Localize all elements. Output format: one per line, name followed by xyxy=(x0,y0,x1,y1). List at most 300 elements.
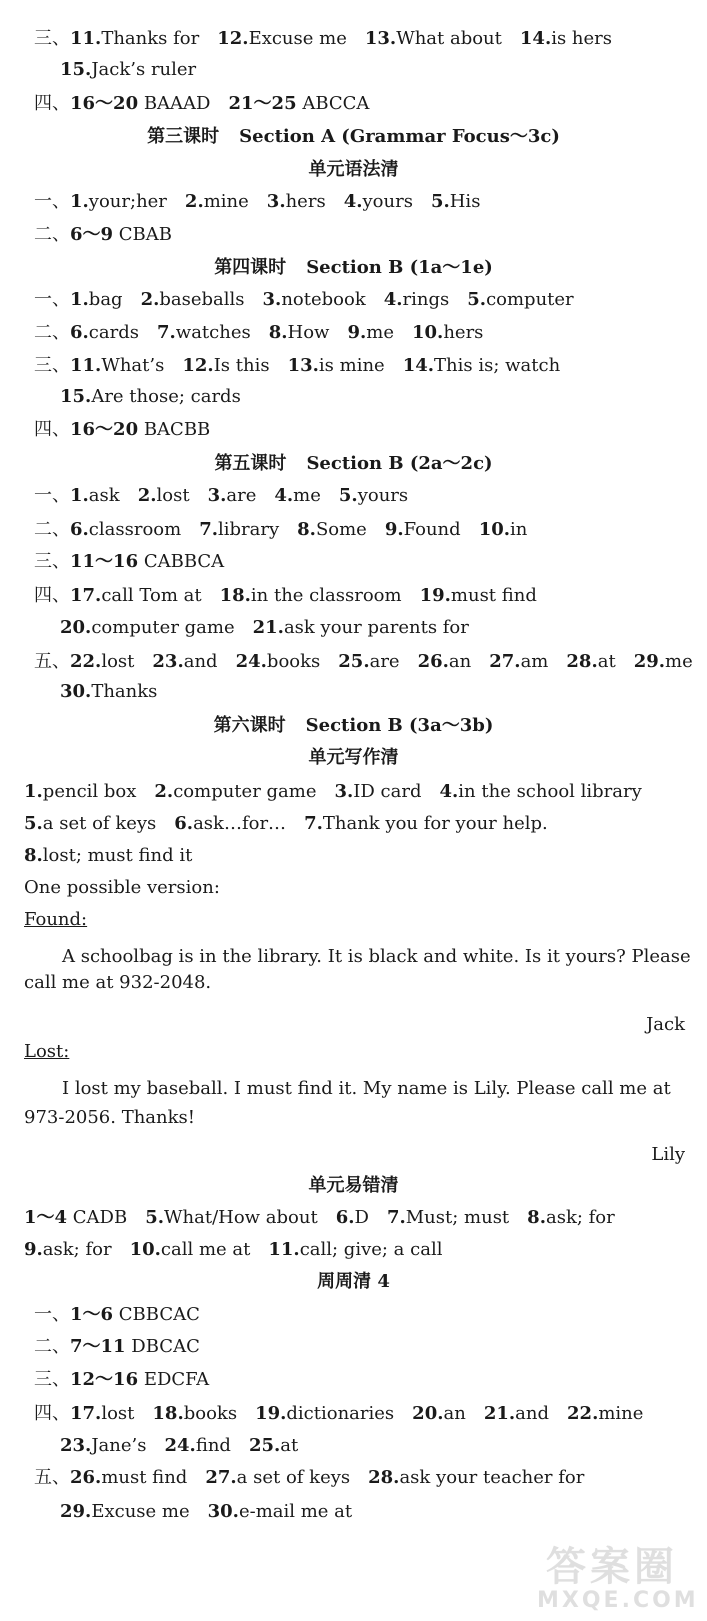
text-line: I lost my baseball. I must find it. My name is Lily. Please call me at xyxy=(62,1078,671,1099)
item-number: 6. xyxy=(335,1207,355,1228)
heading-title: 第六课时 xyxy=(213,715,286,736)
item-answer: CBAB xyxy=(113,224,173,245)
item-number: 23. xyxy=(152,651,184,672)
answer-item xyxy=(634,651,693,672)
answer-item xyxy=(24,1207,127,1228)
answer-item xyxy=(70,651,134,672)
item-answer: His xyxy=(449,191,481,212)
line-content xyxy=(24,904,87,936)
item-number: 6. xyxy=(70,322,89,343)
item-number: 25. xyxy=(338,651,370,672)
item-number: 14. xyxy=(519,28,552,49)
answer-line xyxy=(0,1073,707,1105)
item-answer: ask xyxy=(88,485,120,506)
answer-line xyxy=(0,840,707,872)
answer-item xyxy=(347,322,394,343)
answer-item xyxy=(60,1435,146,1456)
answer-item xyxy=(24,845,192,866)
item-answer: What about xyxy=(396,28,502,49)
part-marker: 三、 xyxy=(34,1369,70,1390)
item-answer: Are those; cards xyxy=(91,386,241,407)
answer-line xyxy=(0,1036,707,1068)
answer-item xyxy=(70,322,139,343)
item-answer: and xyxy=(183,651,218,672)
item-answer: a set of keys xyxy=(236,1467,351,1488)
item-number: 9. xyxy=(384,519,404,540)
part-marker: 三、 xyxy=(34,355,70,376)
answer-line xyxy=(0,546,707,578)
item-answer: rings xyxy=(402,289,450,310)
answer-item xyxy=(339,485,408,506)
answer-item xyxy=(154,781,316,802)
answer-item xyxy=(236,651,321,672)
item-number: 1～6 xyxy=(70,1304,114,1325)
line-content xyxy=(34,580,555,612)
line-content xyxy=(34,514,545,546)
line-content xyxy=(24,840,210,872)
item-answer: notebook xyxy=(281,289,366,310)
line-content xyxy=(34,88,387,120)
item-answer: CABBCA xyxy=(138,551,225,572)
item-answer: an xyxy=(448,651,472,672)
item-answer: hers xyxy=(443,322,484,343)
text-line: One possible version: xyxy=(24,877,220,898)
item-number: 21～25 xyxy=(228,93,297,114)
answer-line xyxy=(0,219,707,251)
item-answer: ask; for xyxy=(545,1207,615,1228)
item-answer: is hers xyxy=(551,28,613,49)
item-number: 13. xyxy=(364,28,397,49)
text-line: A schoolbag is in the library. It is black and white. Is it yours? Please xyxy=(62,946,691,967)
section-heading xyxy=(0,742,707,774)
line-content xyxy=(309,154,399,186)
answer-item xyxy=(220,585,402,606)
answer-item xyxy=(336,1207,369,1228)
item-answer: pencil box xyxy=(42,781,137,802)
answer-item xyxy=(138,485,190,506)
item-answer: Found xyxy=(403,519,461,540)
item-answer: books xyxy=(266,651,321,672)
item-number: 1. xyxy=(24,781,43,802)
item-answer: in the school library xyxy=(458,781,642,802)
answer-item xyxy=(344,191,413,212)
item-number: 5. xyxy=(467,289,487,310)
line-content xyxy=(24,1102,195,1134)
line-content xyxy=(34,1364,227,1396)
item-number: 12. xyxy=(217,28,249,49)
heading-section: Section A (Grammar Focus～3c) xyxy=(239,126,560,147)
answer-item xyxy=(365,28,502,49)
heading-title: 单元写作清 xyxy=(308,747,399,768)
answer-item xyxy=(412,1403,466,1424)
item-number: 11. xyxy=(70,28,102,49)
answer-line xyxy=(0,1430,707,1462)
section-heading xyxy=(0,1266,707,1298)
answer-line xyxy=(0,1139,707,1171)
item-number: 11. xyxy=(70,355,102,376)
answer-item xyxy=(567,1403,643,1424)
item-number: 21. xyxy=(483,1403,516,1424)
item-answer: must find xyxy=(101,1467,188,1488)
answer-line xyxy=(0,646,707,678)
item-answer: Jack’s ruler xyxy=(91,59,197,80)
item-answer: cards xyxy=(88,322,139,343)
item-number: 16～20 xyxy=(70,419,139,440)
answer-item xyxy=(217,28,347,49)
answer-item xyxy=(335,781,422,802)
watermark-top-text: 答案圈 xyxy=(546,1544,678,1590)
heading-section: Section B (1a～1e) xyxy=(306,257,493,278)
part-marker: 五、 xyxy=(34,1467,70,1488)
answer-line xyxy=(0,967,707,999)
item-answer: are xyxy=(369,651,400,672)
line-content xyxy=(34,1299,218,1331)
answer-line xyxy=(0,1496,707,1528)
text-line: call me at 932-2048. xyxy=(24,972,212,993)
answer-item xyxy=(205,1467,350,1488)
text-line: Jack xyxy=(646,1014,685,1035)
item-number: 1. xyxy=(70,191,89,212)
item-number: 1. xyxy=(70,485,89,506)
answer-item xyxy=(70,289,123,310)
answer-item xyxy=(70,191,167,212)
label-underlined: Lost: xyxy=(24,1041,70,1062)
line-content xyxy=(34,1331,218,1363)
part-marker: 三、 xyxy=(34,28,70,49)
part-marker: 二、 xyxy=(34,224,70,245)
item-answer: call; give; a call xyxy=(299,1239,443,1260)
item-answer: ask your teacher for xyxy=(399,1467,585,1488)
item-answer: BACBB xyxy=(138,419,211,440)
answer-item xyxy=(70,1336,200,1357)
answer-item xyxy=(152,651,217,672)
line-content xyxy=(62,1073,671,1105)
item-answer: Must; must xyxy=(405,1207,510,1228)
line-content xyxy=(60,676,175,708)
item-number: 4. xyxy=(343,191,363,212)
item-answer: computer game xyxy=(173,781,317,802)
part-marker: 四、 xyxy=(34,585,70,606)
item-number: 4. xyxy=(439,781,459,802)
item-answer: computer xyxy=(486,289,574,310)
answer-item xyxy=(141,289,245,310)
answer-item xyxy=(70,519,181,540)
item-number: 2. xyxy=(154,781,174,802)
item-number: 26. xyxy=(70,1467,102,1488)
item-number: 2. xyxy=(137,485,157,506)
answer-item xyxy=(60,681,157,702)
item-answer: find xyxy=(195,1435,231,1456)
answer-item xyxy=(199,519,279,540)
answer-item xyxy=(60,1501,190,1522)
answer-line xyxy=(0,514,707,546)
item-answer: bag xyxy=(88,289,123,310)
answer-item xyxy=(288,355,385,376)
answer-item xyxy=(489,651,548,672)
answer-item xyxy=(253,617,469,638)
line-content xyxy=(34,546,242,578)
item-answer: Jane’s xyxy=(91,1435,147,1456)
line-content xyxy=(24,776,660,808)
item-number: 8. xyxy=(268,322,288,343)
item-answer: me xyxy=(366,322,394,343)
item-answer: Excuse me xyxy=(91,1501,190,1522)
answer-item xyxy=(479,519,528,540)
line-content xyxy=(60,1430,316,1462)
line-content xyxy=(34,480,426,512)
item-number: 2. xyxy=(184,191,204,212)
answer-item xyxy=(520,28,612,49)
item-number: 12. xyxy=(182,355,214,376)
answer-item xyxy=(267,191,326,212)
item-answer: me xyxy=(293,485,321,506)
part-marker: 二、 xyxy=(34,1336,70,1357)
item-answer: DBCAC xyxy=(125,1336,200,1357)
item-number: 24. xyxy=(235,651,267,672)
answer-line xyxy=(0,612,707,644)
answer-line xyxy=(0,776,707,808)
item-answer: What/How about xyxy=(164,1207,318,1228)
item-answer: yours xyxy=(357,485,409,506)
answer-line xyxy=(0,872,707,904)
watermark-logo xyxy=(537,1544,699,1613)
item-answer: ask; for xyxy=(42,1239,112,1260)
item-answer: at xyxy=(280,1435,299,1456)
item-number: 19. xyxy=(255,1403,287,1424)
answer-item xyxy=(229,93,370,114)
item-answer: in xyxy=(510,519,528,540)
item-answer: library xyxy=(217,519,280,540)
answer-line xyxy=(0,808,707,840)
section-heading xyxy=(0,121,707,153)
item-number: 3. xyxy=(207,485,227,506)
item-answer: Excuse me xyxy=(248,28,347,49)
item-number: 26. xyxy=(417,651,449,672)
item-number: 3. xyxy=(262,289,282,310)
item-answer: an xyxy=(443,1403,466,1424)
line-content xyxy=(214,252,493,284)
answer-item xyxy=(70,1369,209,1390)
line-content xyxy=(34,219,190,251)
line-content xyxy=(147,121,560,153)
item-answer: your;her xyxy=(88,191,167,212)
answer-item xyxy=(70,1304,200,1325)
line-content xyxy=(34,284,592,316)
answer-line xyxy=(0,1234,707,1266)
answer-item xyxy=(70,485,120,506)
item-number: 14. xyxy=(402,355,435,376)
item-answer: Thank you for your help. xyxy=(322,813,548,834)
item-number: 24. xyxy=(164,1435,196,1456)
answer-line xyxy=(0,54,707,86)
answer-item xyxy=(255,1403,394,1424)
answer-item xyxy=(70,93,211,114)
item-number: 16～20 xyxy=(70,93,139,114)
heading-title: 周周清 4 xyxy=(317,1271,390,1292)
item-number: 9. xyxy=(347,322,367,343)
item-answer: must find xyxy=(450,585,537,606)
text-line: Lily xyxy=(651,1144,685,1165)
answer-line xyxy=(0,480,707,512)
item-answer: Thanks xyxy=(91,681,158,702)
answer-line xyxy=(0,23,707,55)
line-content xyxy=(34,1462,602,1494)
label-underlined: Found: xyxy=(24,909,88,930)
answer-item xyxy=(174,813,286,834)
answer-item xyxy=(24,813,156,834)
item-answer: BAAAD xyxy=(138,93,211,114)
answer-item xyxy=(130,1239,251,1260)
item-number: 6. xyxy=(70,519,89,540)
answer-item xyxy=(185,191,249,212)
item-answer: me xyxy=(665,651,693,672)
item-number: 19. xyxy=(419,585,451,606)
item-answer: CBBCAC xyxy=(113,1304,200,1325)
line-content xyxy=(34,317,501,349)
item-answer: classroom xyxy=(88,519,182,540)
answer-item xyxy=(70,585,202,606)
line-content xyxy=(214,448,492,480)
answer-item xyxy=(297,519,367,540)
item-number: 1. xyxy=(70,289,89,310)
item-number: 12～16 xyxy=(70,1369,139,1390)
answer-item xyxy=(385,519,461,540)
item-number: 18. xyxy=(219,585,251,606)
answer-item xyxy=(304,813,548,834)
item-number: 15. xyxy=(60,59,92,80)
answer-item xyxy=(70,419,210,440)
answer-item xyxy=(70,551,224,572)
part-marker: 四、 xyxy=(34,93,70,114)
answer-line xyxy=(0,904,707,936)
answer-item xyxy=(60,59,196,80)
heading-title: 第五课时 xyxy=(214,453,287,474)
line-content xyxy=(60,54,214,86)
answer-line xyxy=(0,317,707,349)
item-answer: call Tom at xyxy=(101,585,202,606)
item-answer: lost xyxy=(101,651,135,672)
line-content xyxy=(34,186,498,218)
answer-item xyxy=(182,355,269,376)
item-number: 29. xyxy=(633,651,666,672)
item-answer: mine xyxy=(203,191,249,212)
line-content xyxy=(60,1496,370,1528)
item-number: 5. xyxy=(430,191,450,212)
answer-line xyxy=(0,186,707,218)
item-number: 30. xyxy=(207,1501,239,1522)
line-content xyxy=(317,1266,390,1298)
item-answer: EDCFA xyxy=(138,1369,210,1390)
item-number: 28. xyxy=(368,1467,400,1488)
item-number: 7. xyxy=(156,322,176,343)
item-number: 29. xyxy=(60,1501,92,1522)
section-heading xyxy=(0,252,707,284)
item-number: 17. xyxy=(70,585,102,606)
answer-item xyxy=(368,1467,584,1488)
item-answer: a set of keys xyxy=(42,813,157,834)
item-answer: ask…for… xyxy=(193,813,287,834)
item-answer: and xyxy=(515,1403,550,1424)
answer-item xyxy=(566,651,615,672)
item-number: 5. xyxy=(145,1207,165,1228)
item-answer: baseballs xyxy=(159,289,245,310)
answer-item xyxy=(70,28,199,49)
item-number: 9. xyxy=(24,1239,43,1260)
item-answer: is mine xyxy=(318,355,385,376)
section-heading xyxy=(0,154,707,186)
item-number: 8. xyxy=(297,519,316,540)
item-number: 13. xyxy=(287,355,319,376)
item-number: 7. xyxy=(386,1207,406,1228)
answer-item xyxy=(418,651,472,672)
answer-item xyxy=(145,1207,318,1228)
item-number: 17. xyxy=(70,1403,102,1424)
line-content xyxy=(60,612,487,644)
answer-item xyxy=(70,1403,134,1424)
line-content xyxy=(24,1202,633,1234)
item-answer: What’s xyxy=(101,355,165,376)
section-heading xyxy=(0,1170,707,1202)
item-number: 7. xyxy=(304,813,323,834)
item-number: 1～4 xyxy=(24,1207,68,1228)
answer-line xyxy=(0,350,707,382)
part-marker: 四、 xyxy=(34,1403,70,1424)
part-marker: 一、 xyxy=(34,289,70,310)
answer-item xyxy=(467,289,573,310)
section-heading xyxy=(0,448,707,480)
item-number: 20. xyxy=(412,1403,444,1424)
item-answer: lost xyxy=(101,1403,135,1424)
item-answer: computer game xyxy=(91,617,235,638)
answer-line xyxy=(0,1102,707,1134)
item-answer: hers xyxy=(285,191,326,212)
text-line: 973-2056. Thanks! xyxy=(24,1107,195,1128)
answer-item xyxy=(384,289,450,310)
item-number: 27. xyxy=(489,651,521,672)
answer-item xyxy=(208,485,257,506)
line-content xyxy=(24,967,211,999)
line-content xyxy=(24,1036,69,1068)
answer-item xyxy=(70,224,172,245)
item-number: 30. xyxy=(60,681,92,702)
item-number: 20. xyxy=(60,617,92,638)
line-content xyxy=(24,808,566,840)
answer-item xyxy=(70,1467,187,1488)
item-answer: Some xyxy=(315,519,367,540)
item-number: 25. xyxy=(248,1435,281,1456)
item-answer: at xyxy=(597,651,616,672)
item-number: 27. xyxy=(205,1467,237,1488)
item-number: 7. xyxy=(199,519,218,540)
part-marker: 三、 xyxy=(34,551,70,572)
answer-line xyxy=(0,88,707,120)
answer-item xyxy=(70,355,164,376)
line-content xyxy=(309,742,399,774)
answer-item xyxy=(164,1435,230,1456)
answer-line xyxy=(0,381,707,413)
heading-title: 单元语法清 xyxy=(308,159,399,180)
answer-line xyxy=(0,1299,707,1331)
item-answer: books xyxy=(183,1403,238,1424)
item-answer: ID card xyxy=(353,781,422,802)
item-number: 7～11 xyxy=(70,1336,126,1357)
answer-item xyxy=(24,781,136,802)
part-marker: 一、 xyxy=(34,1304,70,1325)
answer-line xyxy=(0,1364,707,1396)
answer-line xyxy=(0,414,707,446)
answer-item xyxy=(60,617,235,638)
line-content xyxy=(34,646,707,678)
